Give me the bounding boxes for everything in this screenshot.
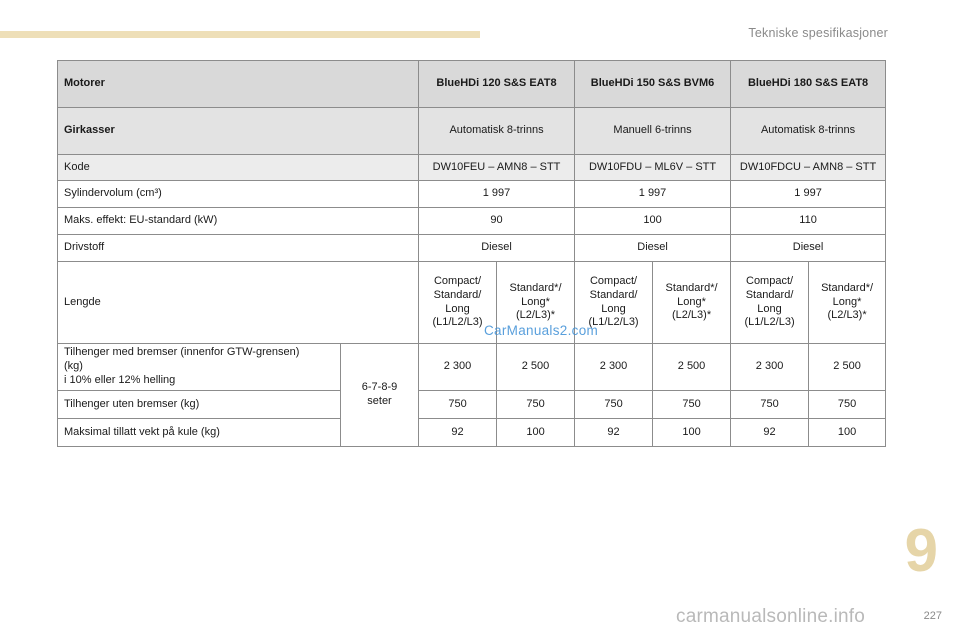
table-row-trailer-braked [58,344,886,391]
row-label-code: Kode [58,155,419,181]
ball-weight-cell: 100 [653,419,731,447]
table-row-length [58,262,886,344]
page-number: 227 [923,610,942,622]
volume-cell: 1 997 [731,181,886,208]
length-cell: Standard*/ Long* (L2/L3)* [497,262,575,344]
ball-weight-cell: 92 [419,419,497,447]
seats-cell: 6-7-8-9 seter [341,344,419,447]
watermark-carmanuals2: CarManuals2.com [484,323,599,338]
row-label-trailer-braked: Tilhenger med bremser (innenfor GTW-grensen) (kg) i 10% eller 12% helling [58,344,341,391]
code-cell: DW10FDU – ML6V – STT [575,155,731,181]
ball-weight-cell: 100 [497,419,575,447]
engine-specification-table [57,60,886,447]
row-label-motors: Motorer [58,61,419,108]
length-cell: Compact/ Standard/ Long (L1/L2/L3) [731,262,809,344]
table-row-power [58,208,886,235]
length-cell: Standard*/ Long* (L2/L3)* [809,262,886,344]
row-label-gearboxes: Girkasser [58,108,419,155]
ball-weight-cell: 92 [575,419,653,447]
table-row-trailer-unbraked [58,391,886,419]
watermark-carmanualsonline: carmanualsonline.info [676,606,866,627]
trailer-unbraked-cell: 750 [731,391,809,419]
trailer-braked-cell: 2 500 [497,344,575,391]
trailer-braked-cell: 2 300 [419,344,497,391]
trailer-braked-cell: 2 500 [809,344,886,391]
trailer-braked-cell: 2 300 [731,344,809,391]
length-cell: Compact/ Standard/ Long (L1/L2/L3) [419,262,497,344]
row-label-trailer-unbraked: Tilhenger uten bremser (kg) [58,391,341,419]
motor-header: BlueHDi 150 S&S BVM6 [575,61,731,108]
table-row-fuel [58,235,886,262]
code-cell: DW10FDCU – AMN8 – STT [731,155,886,181]
row-label-volume: Sylindervolum (cm³) [58,181,419,208]
fuel-cell: Diesel [731,235,886,262]
ball-weight-cell: 100 [809,419,886,447]
row-label-length: Lengde [58,262,419,344]
trailer-unbraked-cell: 750 [419,391,497,419]
header-accent-bar [0,31,480,38]
power-cell: 100 [575,208,731,235]
volume-cell: 1 997 [575,181,731,208]
fuel-cell: Diesel [575,235,731,262]
row-label-ball-weight: Maksimal tillatt vekt på kule (kg) [58,419,341,447]
table-row-volume [58,181,886,208]
gearbox-cell: Manuell 6-trinns [575,108,731,155]
motor-header: BlueHDi 120 S&S EAT8 [419,61,575,108]
gearbox-cell: Automatisk 8-trinns [419,108,575,155]
length-cell: Compact/ Standard/ Long (L1/L2/L3) [575,262,653,344]
length-cell: Standard*/ Long* (L2/L3)* [653,262,731,344]
row-label-power: Maks. effekt: EU-standard (kW) [58,208,419,235]
trailer-unbraked-cell: 750 [497,391,575,419]
table-row-gearboxes [58,108,886,155]
trailer-unbraked-cell: 750 [653,391,731,419]
trailer-unbraked-cell: 750 [809,391,886,419]
code-cell: DW10FEU – AMN8 – STT [419,155,575,181]
trailer-braked-cell: 2 500 [653,344,731,391]
gearbox-cell: Automatisk 8-trinns [731,108,886,155]
table-row-code [58,155,886,181]
motor-header: BlueHDi 180 S&S EAT8 [731,61,886,108]
chapter-number: 9 [904,517,938,584]
section-title: Tekniske spesifikasjoner [748,26,888,40]
ball-weight-cell: 92 [731,419,809,447]
power-cell: 110 [731,208,886,235]
table-row-motors [58,61,886,108]
table-row-ball-weight [58,419,886,447]
row-label-fuel: Drivstoff [58,235,419,262]
power-cell: 90 [419,208,575,235]
fuel-cell: Diesel [419,235,575,262]
trailer-braked-cell: 2 300 [575,344,653,391]
trailer-unbraked-cell: 750 [575,391,653,419]
volume-cell: 1 997 [419,181,575,208]
